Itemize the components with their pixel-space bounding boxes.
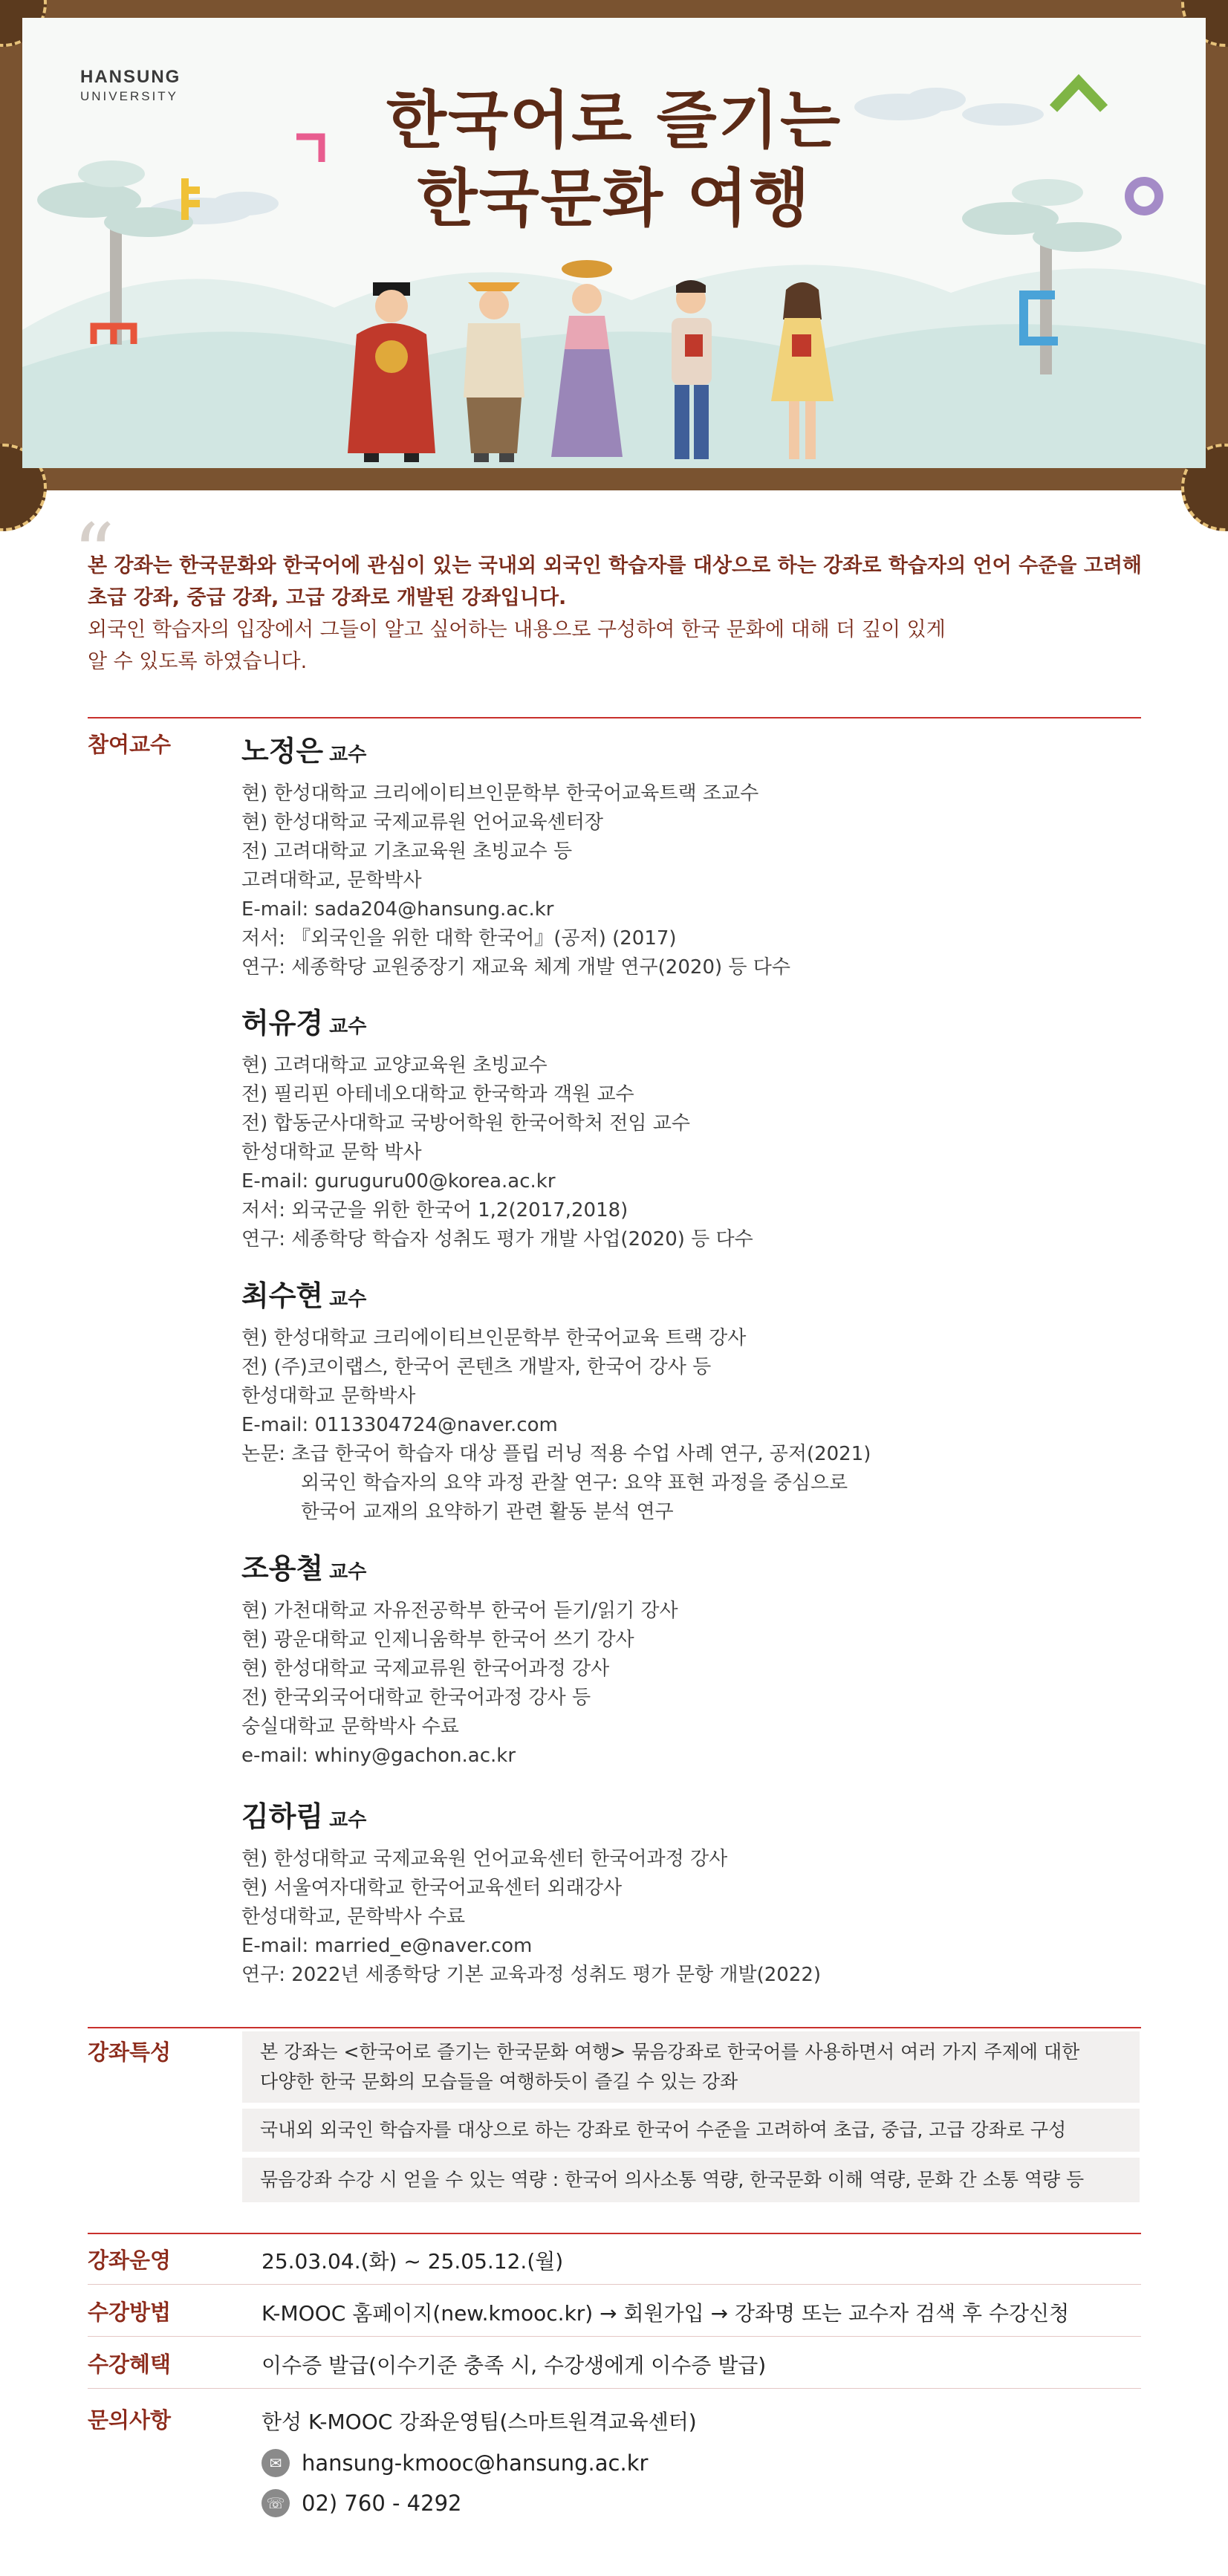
professor-info: 현) 광운대학교 인제니움학부 한국어 쓰기 강사 <box>241 1629 634 1651</box>
feature-item <box>242 2158 1140 2202</box>
inquiry-label: 문의사항 <box>88 2407 172 2433</box>
professor-title: 교수 <box>329 1016 367 1038</box>
professor-info: 연구: 세종학당 학습자 성취도 평가 개발 사업(2020) 등 다수 <box>241 1228 753 1250</box>
feature-item <box>242 2031 1140 2103</box>
intro-line-3: 외국인 학습자의 입장에서 그들이 알고 싶어하는 내용으로 구성하여 한국 문화에 대해 더 깊이 있게 <box>88 618 946 641</box>
professor-info: 한성대학교 문학박사 <box>241 1385 416 1407</box>
professor-info: 전) 합동군사대학교 국방어학원 한국어학처 전임 교수 <box>241 1112 691 1135</box>
professor-title: 교수 <box>329 1561 367 1583</box>
professor-name: 조용철 <box>241 1552 324 1585</box>
professor-info: 연구: 세종학당 교원중장기 재교육 체계 개발 연구(2020) 등 다수 <box>241 956 791 979</box>
professor-block <box>241 1794 1148 1990</box>
course-title-line-1: 한국어로 즐기는 <box>386 84 842 157</box>
professor-name: 노정은 <box>241 735 324 768</box>
contact-phone[interactable]: 02) 760 - 4292 <box>302 2491 462 2516</box>
professor-title: 교수 <box>329 744 367 766</box>
hangul-d-shape <box>1016 289 1068 348</box>
professor-info: 한성대학교 문학 박사 <box>241 1141 422 1164</box>
professor-info: 고려대학교, 문학박사 <box>241 869 422 892</box>
professor-email: E-mail: 0113304724@naver.com <box>241 1414 558 1436</box>
professor-info: 전) 고려대학교 기초교육원 초빙교수 등 <box>241 840 573 863</box>
logo-sub-text: UNIVERSITY <box>80 89 179 103</box>
benefit-label: 수강혜택 <box>88 2352 172 2377</box>
professor-info: 전) (주)코이랩스, 한국어 콘텐츠 개발자, 한국어 강사 등 <box>241 1356 712 1378</box>
professor-info: 외국인 학습자의 요약 과정 관찰 연구: 요약 표현 과정을 중심으로 <box>301 1472 848 1494</box>
professor-info: 현) 한성대학교 국제교류원 언어교육센터장 <box>241 811 604 834</box>
intro-line-4: 알 수 있도록 하였습니다. <box>88 650 308 673</box>
professor-name: 허유경 <box>241 1007 324 1039</box>
row-divider <box>88 2336 1141 2337</box>
professor-email: e-mail: whiny@gachon.ac.kr <box>241 1745 516 1767</box>
operation-label: 강좌운영 <box>88 2248 172 2273</box>
row-divider <box>88 2388 1141 2389</box>
professor-name-row <box>241 1794 1148 1834</box>
contact-email[interactable]: hansung-kmooc@hansung.ac.kr <box>302 2450 649 2476</box>
professor-block <box>241 1000 1148 1254</box>
row-divider <box>88 2284 1141 2285</box>
professor-block <box>241 1273 1148 1527</box>
professor-info: 현) 고려대학교 교양교육원 초빙교수 <box>241 1054 548 1077</box>
professor-info: 저서: 『외국인을 위한 대학 한국어』(공저) (2017) <box>241 927 677 950</box>
professor-name: 최수현 <box>241 1279 324 1312</box>
professor-info: 한성대학교, 문학박사 수료 <box>241 1906 466 1928</box>
professor-info: 한국어 교재의 요약하기 관련 활동 분석 연구 <box>301 1501 674 1523</box>
professor-email: E-mail: sada204@hansung.ac.kr <box>241 898 554 921</box>
professor-block <box>241 728 1148 982</box>
professor-info: 연구: 2022년 세종학당 기본 교육과정 성취도 평가 문항 개발(2022) <box>241 1964 822 1986</box>
professor-info: 전) 필리핀 아테네오대학교 한국학과 객원 교수 <box>241 1083 634 1106</box>
feature-text-line: 다양한 한국 문화의 모습들을 여행하듯이 즐길 수 있는 강좌 <box>260 2071 738 2092</box>
professor-info: 현) 한성대학교 국제교육원 언어교육센터 한국어과정 강사 <box>241 1848 728 1870</box>
professor-info: 전) 한국외국어대학교 한국어과정 강사 등 <box>241 1687 591 1709</box>
professors-label: 참여교수 <box>88 732 172 757</box>
characters-illustration <box>342 253 906 468</box>
section-divider <box>88 2027 1141 2028</box>
professor-info: 저서: 외국군을 위한 한국어 1,2(2017,2018) <box>241 1199 628 1222</box>
section-divider <box>88 2233 1141 2234</box>
professor-name-row <box>241 728 1148 769</box>
operation-period: 25.03.04.(화) ~ 25.05.12.(월) <box>261 2249 564 2274</box>
professor-info: 현) 가천대학교 자유전공학부 한국어 듣기/읽기 강사 <box>241 1600 678 1622</box>
professor-info: 현) 서울여자대학교 한국어교육센터 외래강사 <box>241 1877 623 1899</box>
feature-text-line: 묶음강좌 수강 시 얻을 수 있는 역량 : 한국어 의사소통 역량, 한국문화 이해 역량, 문화 간 소통 역량 등 <box>260 2169 1085 2190</box>
phone-icon: ☏ <box>261 2489 290 2517</box>
hangul-bracket-shape <box>89 319 141 348</box>
feature-text-line: 국내외 외국인 학습자를 대상으로 하는 강좌로 한국어 수준을 고려하여 초급, 중급, 고급 강좌로 구성 <box>260 2119 1067 2141</box>
professor-title: 교수 <box>329 1809 367 1832</box>
enroll-method: K-MOOC 홈페이지(new.kmooc.kr) → 회원가입 → 강좌명 또는 교수자 검색 후 수강신청 <box>261 2301 1070 2326</box>
feature-text-line: 본 강좌는 <한국어로 즐기는 한국문화 여행> 묶음강좌로 한국어를 사용하면서 여러 가지 주제에 대한 <box>260 2041 1080 2063</box>
professor-info: 현) 한성대학교 크리에이티브인문학부 한국어교육트랙 조교수 <box>241 782 759 805</box>
features-label: 강좌특성 <box>88 2040 172 2065</box>
inquiry-organization: 한성 K-MOOC 강좌운영팀(스마트원격교육센터) <box>261 2410 697 2434</box>
benefit-text: 이수증 발급(이수기준 충족 시, 수강생에게 이수증 발급) <box>261 2353 767 2378</box>
professor-info: 숭실대학교 문학박사 수료 <box>241 1716 459 1738</box>
professor-email: E-mail: married_e@naver.com <box>241 1935 533 1957</box>
professor-name-row <box>241 1545 1148 1586</box>
professor-name: 김하림 <box>241 1800 324 1833</box>
quote-mark-icon: “ <box>73 506 115 601</box>
feature-text <box>260 2037 1079 2097</box>
professor-email: E-mail: guruguru00@korea.ac.kr <box>241 1170 556 1193</box>
professor-info: 현) 한성대학교 국제교류원 한국어과정 강사 <box>241 1658 610 1680</box>
professor-block <box>241 1545 1148 1771</box>
professor-info: 논문: 초급 한국어 학습자 대상 플립 러닝 적용 수업 사례 연구, 공저(2021) <box>241 1443 871 1465</box>
feature-item <box>242 2109 1140 2152</box>
logo-main-text: HANSUNG <box>80 67 181 87</box>
course-intro <box>88 550 1157 678</box>
professor-name-row <box>241 1000 1148 1041</box>
course-title-line-2: 한국문화 여행 <box>417 162 811 235</box>
hero-banner <box>0 0 1228 490</box>
professor-title: 교수 <box>329 1288 367 1311</box>
professor-info: 현) 한성대학교 크리에이티브인문학부 한국어교육 트랙 강사 <box>241 1327 747 1349</box>
enroll-label: 수강방법 <box>88 2300 172 2325</box>
mail-icon: ✉ <box>261 2449 290 2477</box>
section-divider <box>88 717 1141 718</box>
intro-bold-text: 본 강좌는 한국문화와 한국어에 관심이 있는 국내외 외국인 학습자를 대상으로 하는 강좌로 학습자의 언어 수준을 고려해 초급 강좌, 중급 강좌, 고급 강좌로 개발된 강좌입니다. <box>88 554 1143 609</box>
professor-name-row <box>241 1273 1148 1314</box>
